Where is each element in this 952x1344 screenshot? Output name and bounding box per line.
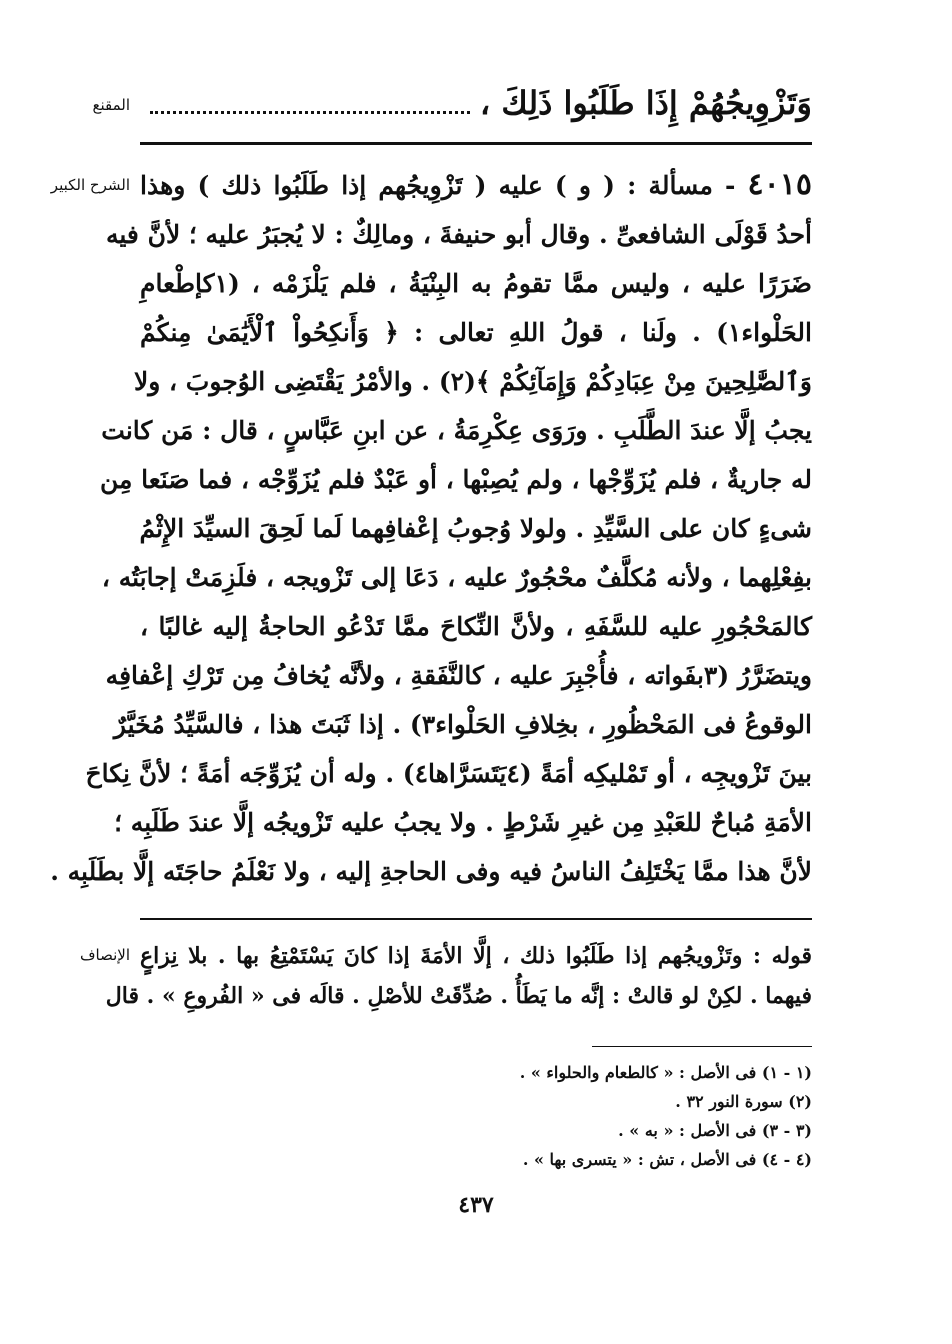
main-line-5: وَٱلصَّٰلِحِينَ مِنْ عِبَادِكُمْ وَإِمَآئِكُمْ ﴾(٢) . والأمْرُ يَقْتَضِى الوُجوبَ ، ولا	[133, 367, 812, 396]
main-line-4: الحَلْواء١) . ولَنا ، قولُ اللهِ تعالى : ﴿ وَأَنكِحُواْ ٱلْأَيَٰمَىٰ مِنكُمْ	[140, 318, 812, 347]
header-rule	[140, 142, 812, 145]
header-dotted-leader	[150, 93, 470, 114]
issue-number: ٤٠١٥	[747, 167, 812, 202]
main-line-14: الأمَةِ مُباحٌ للعَبْدِ مِن غيرِ شَرْطٍ . ولا يجبُ عليه تَزْويجُه إلَّا عندَ طَلَبِه ؛	[114, 808, 812, 837]
header-title: وَتَزْوِيجُهُمْ إِذَا طَلَبُوا ذَلِكَ ،	[479, 84, 812, 122]
main-line-2: أحدُ قَوْلَى الشافعىِّ . وقال أبو حنيفةَ ، ومالِكٌ : لا يُجبَرُ عليه ؛ لأنَّ فيه	[105, 220, 812, 249]
main-line-10: كالمَحْجُورِ عليه للسَّفَهِ ، ولأنَّ النِّكاحَ ممَّا تَدْعُو الحاجةُ إليه غالبًا ،	[140, 612, 812, 641]
main-line-1: ٤٠١٥ - مسألة : ( و ) عليه ( تَزْوِيجُهم إذا طَلَبُوا ذلك ) وهذا	[140, 167, 812, 202]
insaf-line-2: فيهما . لكِنْ لو قالتْ : إنَّه ما يَطَأُ . صُدِّقَتْ للأصْلِ . قالَه فى « الفُروعِ » . قال	[105, 983, 812, 1009]
muqni-side-label: المقنع	[92, 96, 130, 114]
main-line-12: الوقوعُ فى المَحْظُورِ ، بخِلافِ الحَلْواء٣) . إذا ثَبَتَ هذا ، فالسَّيِّدُ مُخَيَّرٌ	[113, 710, 812, 739]
main-line-11: ويتضَرَّرُ (٣بفَواته ، فأُجْبِرَ عليه ، كالنَّفَقةِ ، ولأنَّه يُخافُ مِن تَرْكِ إعْفافِه	[105, 661, 812, 690]
insaf-side-label: الإنصاف	[79, 946, 130, 964]
main-line-15: لأنَّ هذا ممَّا يَخْتَلِفُ الناسُ فيه وفى الحاجةِ إليه ، ولا نَعْلَمُ حاجَتَه إلَّا بطَلَبِه .	[50, 857, 812, 886]
main-line-9: بفِعْلِهما ، ولأنه مُكلَّفٌ محْجُورٌ عليه ، دَعَا إلى تَزْويجه ، فلَزِمَتْ إجابَتُه ،	[101, 563, 812, 592]
insaf-text	[105, 936, 812, 1016]
insaf-line-1: قوله : وتَزْويجُهم إذا طَلَبُوا ذلك ، إلَّا الأمَةَ إذا كانَ يَسْتَمْتِعُ بها . بلا نِزاعٍ	[140, 943, 812, 969]
main-line-6: يجبُ إلَّا عندَ الطَّلَبِ . ورَوَى عِكْرِمَةُ ، عن ابنِ عَبَّاسٍ ، قال : مَن كانت	[101, 416, 812, 445]
footnote-4: (٤ - ٤) فى الأصل ، تش : « يتسرى بها » .	[522, 1150, 812, 1169]
main-line-7: له جاريةٌ ، فلم يُزَوِّجْها ، ولم يُصِبْها ، أو عَبْدٌ فلم يُزَوِّجْه ، فما صَنَعا مِن	[99, 465, 812, 494]
section-divider-rule	[140, 918, 812, 920]
footnote-3: (٣ - ٣) فى الأصل : « به » .	[618, 1121, 812, 1140]
main-line-8: شىءٍ كان على السَّيِّدِ . ولولا وُجوبُ إعْفافِهما لَما لَحِقَ السيِّدَ الإِثْمُ	[139, 514, 812, 543]
footnote-1: (١ - ١) فى الأصل : « كالطعام والحلواء » .	[519, 1063, 812, 1082]
footnotes	[140, 1058, 812, 1174]
main-line-13: بينَ تَزْويجِه ، أو تَمْليكِه أمَةً (٤يَتَسَرَّاها٤) . وله أن يُزَوِّجَه أمَةً ؛ لأنَّ نِكاحَ	[85, 759, 812, 788]
main-line-3: ضَرَرًا عليه ، وليس ممَّا تقومُ به البِنْيَةُ ، فلم يَلْزَمْه ، (١كإطْعامِ	[140, 269, 812, 298]
footnote-rule	[592, 1046, 812, 1047]
page-number: ٤٣٧	[458, 1192, 494, 1218]
sharh-side-label: الشرح الكبير	[50, 176, 130, 194]
footnote-2: (٢) سورة النور ٣٢ .	[675, 1092, 812, 1111]
page-header	[140, 78, 812, 128]
